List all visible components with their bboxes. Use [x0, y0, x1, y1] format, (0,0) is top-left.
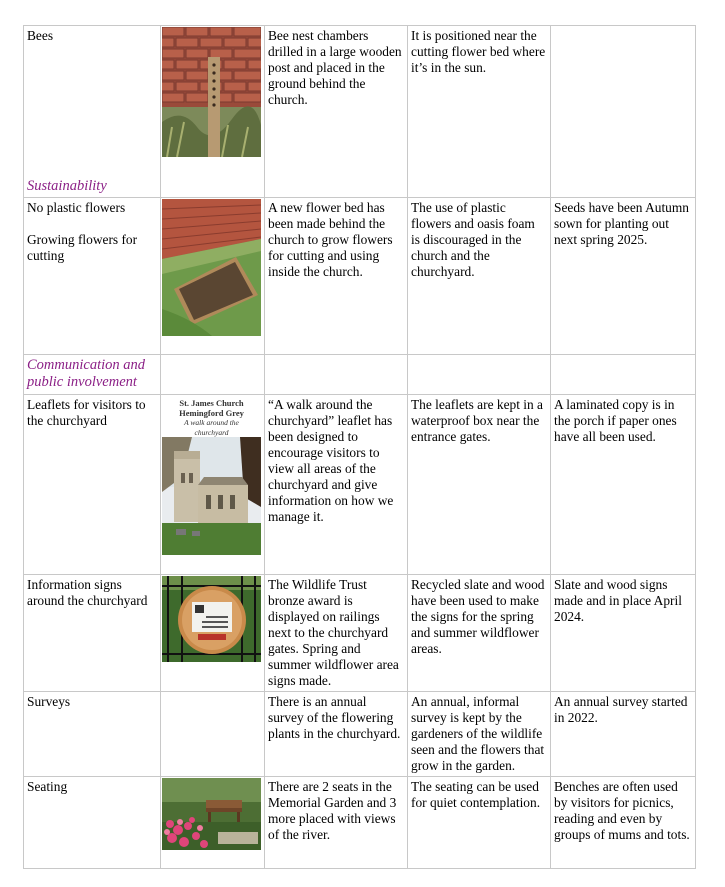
section-row-communication [24, 355, 696, 395]
outcome-cell: Seeds have been Autumn sown for planting out next spring 2025. [551, 198, 696, 355]
church-photo [162, 437, 261, 555]
image-cell [161, 575, 265, 692]
leaflet-image [162, 396, 261, 437]
note-cell: Recycled slate and wood have been used to make the signs for the spring and summer wildflower areas. [408, 575, 551, 692]
outcome-cell: Benches are often used by visitors for picnics, reading and even by groups of mums and tots. [551, 777, 696, 869]
description-cell: Bee nest chambers drilled in a large wooden post and placed in the ground behind the church. [265, 26, 408, 198]
topic-cell [24, 26, 161, 198]
note-cell: The use of plastic flowers and oasis foam is discouraged in the church and the churchyard. [408, 198, 551, 355]
outcome-cell [551, 26, 696, 198]
image-cell [161, 198, 265, 355]
table-row-signs [24, 575, 696, 692]
description-cell: There are 2 seats in the Memorial Garden and 3 more placed with views of the river. [265, 777, 408, 869]
description-cell: “A walk around the churchyard” leaflet has been designed to encourage visitors to view all areas of the churchyard and give information on how we manage it. [265, 395, 408, 575]
topic-cell: Leaflets for visitors to the churchyard [24, 395, 161, 575]
note-cell: The leaflets are kept in a waterproof box near the entrance gates. [408, 395, 551, 575]
topic-cell: Surveys [24, 692, 161, 777]
flower-bed-photo [162, 199, 261, 336]
note-cell: It is positioned near the cutting flower bed where it’s in the sun. [408, 26, 551, 198]
outcome-cell: An annual survey started in 2022. [551, 692, 696, 777]
description-cell: A new flower bed has been made behind the church to grow flowers for cutting and using inside the church. [265, 198, 408, 355]
topic-cell: Seating [24, 777, 161, 869]
bee-post-photo [162, 27, 261, 157]
section-heading-communication: Communication and public involvement [24, 355, 161, 395]
topic-cell: Information signs around the churchyard [24, 575, 161, 692]
topic-text: No plastic flowers [27, 200, 126, 215]
memorial-garden-seat-photo [162, 778, 261, 850]
leaflet-title: St. James Church Hemingford Grey [179, 398, 244, 418]
image-cell [161, 26, 265, 198]
image-cell [161, 777, 265, 869]
table-row-plastic-flowers [24, 198, 696, 355]
section-heading-sustainability: Sustainability [27, 178, 107, 194]
churchyard-activities-table [23, 25, 696, 869]
table-row-leaflets [24, 395, 696, 575]
table-row-bees [24, 26, 696, 198]
table-row-surveys [24, 692, 696, 777]
table-row-seating [24, 777, 696, 869]
topic-text: Growing flowers for cutting [27, 232, 138, 263]
description-cell: There is an annual survey of the flowering plants in the churchyard. [265, 692, 408, 777]
outcome-cell: A laminated copy is in the porch if paper ones have all been used. [551, 395, 696, 575]
description-cell: The Wildlife Trust bronze award is displayed on railings next to the churchyard gates. Spring and summer wildflower area signs made. [265, 575, 408, 692]
image-cell [161, 395, 265, 575]
wildlife-award-sign-photo [162, 576, 261, 662]
note-cell: An annual, informal survey is kept by the gardeners of the wildlife seen and the flowers that grow in the garden. [408, 692, 551, 777]
topic-cell [24, 198, 161, 355]
outcome-cell: Slate and wood signs made and in place April 2024. [551, 575, 696, 692]
note-cell: The seating can be used for quiet contemplation. [408, 777, 551, 869]
topic-text: Bees [27, 28, 54, 43]
leaflet-subtitle: A walk around the churchyard [184, 418, 239, 437]
